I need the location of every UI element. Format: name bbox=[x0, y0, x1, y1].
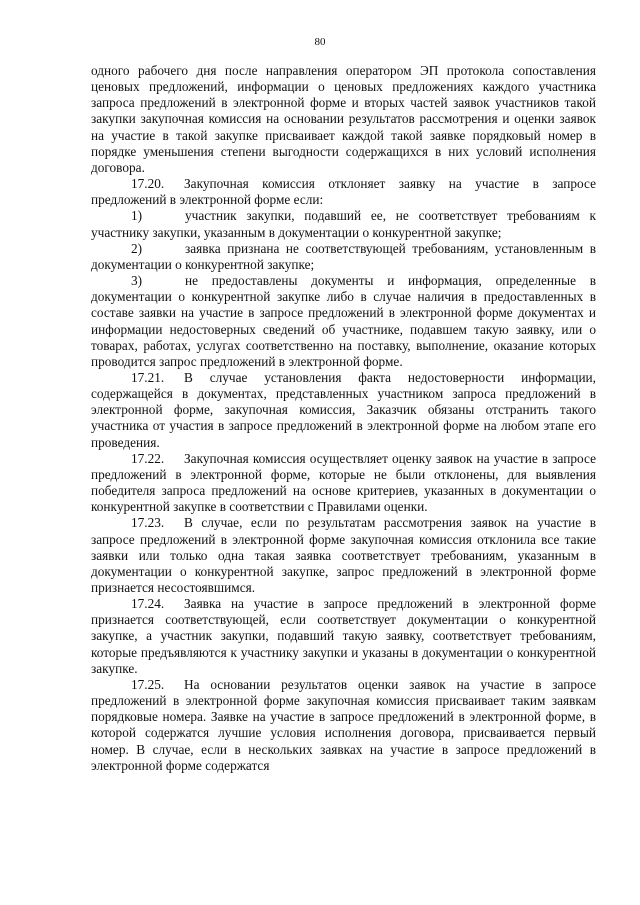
clause-number: 17.23. bbox=[131, 515, 165, 531]
subclause-text: участник закупки, подавший ее, не соответствует требованиям к участнику закупки, указанным в документации о конкурентной закупке; bbox=[91, 208, 596, 240]
clause-17-23 bbox=[91, 515, 596, 596]
subclause-1 bbox=[91, 208, 596, 240]
clause-number: 17.20. bbox=[131, 176, 165, 192]
paragraph-continuation bbox=[91, 63, 596, 176]
page-number: 80 bbox=[314, 36, 326, 48]
clause-text: В случае установления факта недостоверности информации, содержащейся в документах, представленных участником запроса предложений в электронной форме, закупочная комиссия, Заказчик обязаны отстранить такого участника от участия в запросе предложений в электронной форме на любом этапе его проведения. bbox=[91, 369, 596, 450]
clause-number: 17.21. bbox=[131, 369, 165, 385]
clause-text: В случае, если по результатам рассмотрения заявок на участие в запросе предложений в электронной форме закупочная комиссия отклонила все такие заявки или только одна такая заявка соответствует требованиям, указанным в документации о конкурентной закупке, запрос предложений в электронной форме признается несостоявшимся. bbox=[91, 515, 596, 595]
paragraph-text: одного рабочего дня после направления оператором ЭП протокола сопоставления ценовых предложений, информации о ценовых предложениях каждого участника запроса предложений в электронной форме и вторых частей заявок участников такой закупки закупочная комиссия на основании результатов рассмотрения и оценки заявок на участие в такой закупке присваивает каждой такой заявке порядковый номер в порядке уменьшения степени выгодности содержащихся в них условий исполнения договора. bbox=[91, 63, 596, 175]
clause-text: Закупочная комиссия осуществляет оценку заявок на участие в запросе предложений в электронной форме, которые не были отклонены, для выявления победителя запроса предложений на основе критериев, указанных в документации о конкурентной закупке в соответствии с Правилами оценки. bbox=[91, 450, 596, 515]
subclause-number: 1) bbox=[131, 208, 143, 224]
clause-17-22 bbox=[91, 451, 596, 516]
clause-17-24 bbox=[91, 596, 596, 677]
clause-number: 17.22. bbox=[131, 450, 165, 466]
subclause-number: 2) bbox=[131, 240, 143, 256]
clause-number: 17.24. bbox=[131, 596, 165, 612]
subclause-number: 3) bbox=[131, 273, 143, 289]
subclause-2 bbox=[91, 241, 596, 273]
clause-text: Заявка на участие в запросе предложений в электронной форме признается соответствующей, если соответствует документации о конкурентной закупке, а участник закупки, подавший такую заявку, соответствует требованиям, которые предъявляются к участнику закупки и указаны в документации о конкурентной закупке. bbox=[91, 596, 596, 676]
clause-number: 17.25. bbox=[131, 676, 165, 692]
clause-17-20 bbox=[91, 176, 596, 208]
clause-17-25 bbox=[91, 677, 596, 774]
clause-text: На основании результатов оценки заявок на участие в запросе предложений в электронной форме закупочная комиссия присваивает таким заявкам порядковые номера. Заявке на участие в запросе предложений в электронной форме, в которой содержатся лучшие условия исполнения договора, присваивается первый номер. В случае, если в нескольких заявках на участие в запросе предложений в электронной форме содержатся bbox=[91, 676, 596, 773]
clause-17-21 bbox=[91, 370, 596, 451]
document-body bbox=[91, 63, 596, 774]
clause-text: Закупочная комиссия отклоняет заявку на участие в запросе предложений в электронной форме если: bbox=[91, 176, 596, 208]
subclause-text: заявка признана не соответствующей требованиям, установленным в документации о конкурентной закупке; bbox=[91, 240, 596, 272]
subclause-3 bbox=[91, 273, 596, 370]
subclause-text: не предоставлены документы и информация, определенные в документации о конкурентной закупке либо в случае наличия в предоставленных в составе заявки на участие в запросе предложений в электронной форме документах и информации недостоверных сведений об участнике, подавшем такую заявку, или о товарах, работах, услугах соответственно на поставку, выполнение, оказание которых проводится запрос предложений в электронной форме. bbox=[91, 273, 596, 369]
